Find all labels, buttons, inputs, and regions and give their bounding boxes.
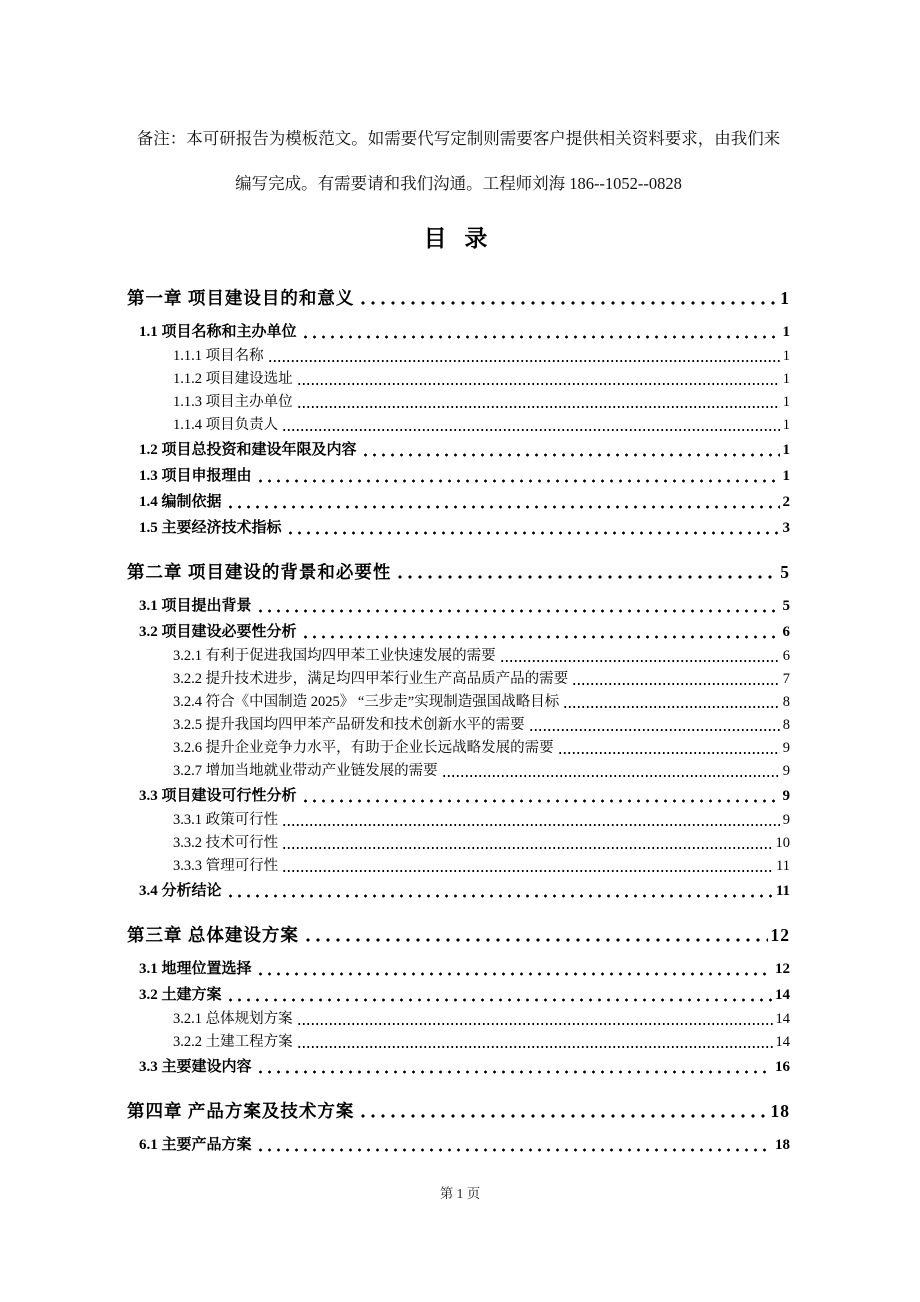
dot-leader [558,737,780,760]
toc-entry[interactable] [127,1098,790,1124]
toc-entry-page: 7 [782,671,790,687]
toc-entry-label: 3.1 地理位置选择 [139,961,252,977]
toc-entry-page: 8 [782,694,790,710]
toc-entry-page: 5 [780,562,790,582]
toc-entry-label: 1.4 编制依据 [139,494,222,510]
toc-entry-label: 3.2.1 总体规划方案 [173,1011,293,1027]
dot-leader [282,414,780,437]
toc-entry-label: 3.2.2 提升技术进步，满足均四甲苯行业生产高品质产品的需要 [173,671,569,687]
dot-leader [297,391,780,414]
toc-entry[interactable] [173,760,790,783]
toc-entry[interactable] [173,391,790,414]
toc-entry-label: 1.1.2 项目建设选址 [173,371,293,387]
toc-entry-page: 18 [775,1137,790,1153]
dot-leader [563,691,780,714]
dot-leader [500,645,780,668]
dot-leader [268,345,780,368]
toc-entry-label: 第二章 项目建设的背景和必要性 [127,562,392,582]
toc-entry[interactable] [139,515,790,541]
toc-entry-label: 1.1 项目名称和主办单位 [139,324,297,340]
toc-entry[interactable] [173,809,790,832]
toc-entry[interactable] [139,437,790,463]
toc-entry[interactable] [173,714,790,737]
toc-entry-label: 3.3 项目建设可行性分析 [139,788,297,804]
dot-leader [256,1054,772,1080]
toc-entry-label: 3.2 项目建设必要性分析 [139,624,297,640]
toc-entry-label: 3.4 分析结论 [139,883,222,899]
dot-leader [282,832,772,855]
dot-leader [297,1031,773,1054]
toc-entry-page: 18 [770,1101,790,1121]
toc-entry-label: 3.2.1 有利于促进我国均四甲苯工业快速发展的需要 [173,648,496,664]
toc-entry[interactable] [139,489,790,515]
dot-leader [442,760,780,783]
dot-leader [572,668,780,691]
toc-entry[interactable] [173,1031,790,1054]
dot-leader [256,1132,772,1158]
toc-entry-page: 3 [782,520,790,536]
toc-entry-page: 1 [782,417,790,433]
toc-entry-page: 16 [775,1059,790,1075]
toc-entry-label: 3.2.2 土建工程方案 [173,1034,293,1050]
dot-leader [303,922,768,948]
toc-entry[interactable] [139,319,790,345]
toc-title: 目 录 [423,226,494,251]
toc-entry-label: 3.3.3 管理可行性 [173,858,279,874]
dot-leader [256,463,780,489]
toc-entry[interactable] [173,832,790,855]
dot-leader [286,515,780,541]
toc-entry-label: 第四章 产品方案及技术方案 [127,1101,355,1121]
toc-entry[interactable] [139,1054,790,1080]
toc-entry-label: 第三章 总体建设方案 [127,925,299,945]
toc-list [127,285,790,1158]
dot-leader [282,809,780,832]
toc-entry-label: 3.2.4 符合《中国制造 2025》 “三步走”实现制造强国战略目标 [173,694,560,710]
toc-entry-page: 14 [775,1011,790,1027]
toc-entry-page: 12 [775,961,790,977]
dot-leader [256,593,780,619]
toc-entry-page: 1 [782,371,790,387]
toc-entry-label: 3.1 项目提出背景 [139,598,252,614]
toc-entry[interactable] [127,559,790,585]
toc-entry-label: 1.5 主要经济技术指标 [139,520,282,536]
toc-entry-page: 8 [782,717,790,733]
toc-entry[interactable] [173,345,790,368]
toc-entry[interactable] [139,878,790,904]
toc-entry[interactable] [173,368,790,391]
toc-entry-page: 5 [782,598,790,614]
toc-entry-label: 6.1 主要产品方案 [139,1137,252,1153]
toc-entry[interactable] [173,737,790,760]
toc-entry-page: 14 [775,1034,790,1050]
dot-leader [301,783,780,809]
toc-entry-label: 3.2.6 提升企业竞争力水平，有助于企业长远战略发展的需要 [173,740,554,756]
toc-entry-label: 1.2 项目总投资和建设年限及内容 [139,442,357,458]
dot-leader [301,319,780,345]
toc-entry-label: 3.3 主要建设内容 [139,1059,252,1075]
toc-entry-page: 6 [782,624,790,640]
dot-leader [226,982,772,1008]
toc-entry[interactable] [127,922,790,948]
toc-entry[interactable] [127,285,790,311]
toc-entry-page: 11 [776,858,790,874]
toc-entry-label: 1.1.4 项目负责人 [173,417,279,433]
dot-leader [361,437,780,463]
toc-entry[interactable] [139,783,790,809]
toc-entry[interactable] [139,982,790,1008]
toc-entry-page: 14 [775,987,790,1003]
dot-leader [301,619,780,645]
toc-entry-page: 6 [782,648,790,664]
dot-leader [297,1008,773,1031]
page-number-footer: 第 1 页 [439,1186,481,1201]
toc-entry-page: 11 [775,883,790,899]
toc-entry-page: 1 [782,348,790,364]
toc-entry-page: 12 [770,925,790,945]
toc-entry-label: 3.3.1 政策可行性 [173,812,279,828]
toc-entry[interactable] [173,855,790,878]
toc-entry[interactable] [173,668,790,691]
toc-entry-page: 10 [775,835,790,851]
toc-entry-label: 第一章 项目建设目的和意义 [127,288,355,308]
toc-entry[interactable] [139,619,790,645]
toc-entry[interactable] [173,645,790,668]
dot-leader [529,714,780,737]
remark-paragraph [127,116,790,206]
toc-entry[interactable] [139,1132,790,1158]
toc-entry-page: 1 [782,324,790,340]
toc-entry-page: 9 [782,788,790,804]
dot-leader [395,559,777,585]
toc-entry[interactable] [139,463,790,489]
toc-entry[interactable] [173,691,790,714]
toc-entry[interactable] [173,1008,790,1031]
toc-entry-page: 1 [782,442,790,458]
toc-entry-label: 3.2.5 提升我国均四甲苯产品研发和技术创新水平的需要 [173,717,525,733]
toc-entry-label: 1.1.3 项目主办单位 [173,394,293,410]
dot-leader [282,855,773,878]
dot-leader [226,878,773,904]
toc-entry-label: 1.1.1 项目名称 [173,348,264,364]
dot-leader [358,1098,767,1124]
toc-entry-page: 1 [782,468,790,484]
remark-line-2: 编写完成。有需要请和我们沟通。工程师刘海 186--1052--0828 [235,174,682,193]
toc-entry-label: 3.2 土建方案 [139,987,222,1003]
toc-entry-page: 1 [780,288,790,308]
dot-leader [256,956,772,982]
dot-leader [226,489,780,515]
remark-line-1: 备注：本可研报告为模板范文。如需要代写定制则需要客户提供相关资料要求，由我们来 [136,129,781,148]
toc-entry-page: 9 [782,812,790,828]
toc-entry[interactable] [139,593,790,619]
toc-entry-page: 1 [782,394,790,410]
toc-entry[interactable] [139,956,790,982]
toc-entry-label: 1.3 项目申报理由 [139,468,252,484]
toc-entry[interactable] [173,414,790,437]
dot-leader [297,368,780,391]
toc-entry-page: 2 [782,494,790,510]
toc-entry-label: 3.2.7 增加当地就业带动产业链发展的需要 [173,763,438,779]
dot-leader [358,285,777,311]
toc-entry-page: 9 [782,740,790,756]
toc-entry-label: 3.3.2 技术可行性 [173,835,279,851]
toc-entry-page: 9 [782,763,790,779]
